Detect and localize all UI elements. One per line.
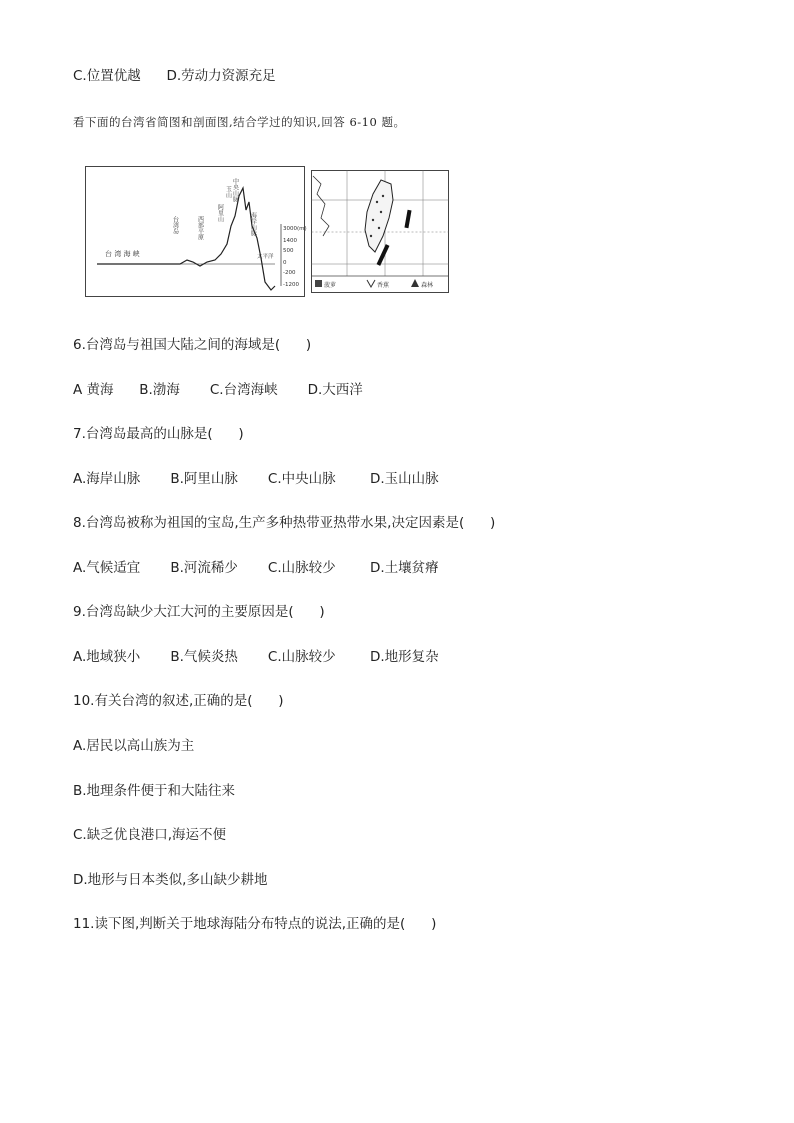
question-6: 6.台湾岛与祖国大陆之间的海域是( ) — [73, 337, 312, 353]
question-10: 10.有关台湾的叙述,正确的是( ) — [73, 693, 284, 709]
question-10-option-d: D.地形与日本类似,多山缺少耕地 — [73, 872, 268, 888]
intro-text: 看下面的台湾省简图和剖面图,结合学过的知识,回答 6-10 题。 — [73, 115, 406, 129]
profile-scale-3: 500 — [283, 248, 294, 254]
question-11: 11.读下图,判断关于地球海陆分布特点的说法,正确的是( ) — [73, 916, 437, 932]
profile-peak-label-4: 西部平原 — [196, 216, 204, 240]
question-7-options: A.海岸山脉 B.阿里山脉 C.中央山脉 D.玉山山脉 — [73, 471, 439, 487]
map-legend-label-3: 森林 — [421, 282, 434, 289]
profile-scale-6: -1200 — [283, 282, 299, 288]
profile-ocean-label: 太平洋 — [257, 254, 274, 260]
text-line-option-c-d: C.位置优越 D.劳动力资源充足 — [73, 68, 276, 84]
question-8-options: A.气候适宜 B.河流稀少 C.山脉较少 D.土壤贫瘠 — [73, 560, 439, 576]
question-10-option-c: C.缺乏优良港口,海运不便 — [73, 827, 227, 843]
profile-peak-label-2: 玉山 — [224, 186, 232, 198]
profile-scale-1: 3000(m) — [283, 226, 307, 232]
taiwan-profile-and-map-figure — [85, 166, 453, 298]
profile-peak-label-6: 海岸山脉 — [249, 212, 257, 236]
question-9-options: A.地域狭小 B.气候炎热 C.山脉较少 D.地形复杂 — [73, 649, 439, 665]
question-8: 8.台湾岛被称为祖国的宝岛,生产多种热带亚热带水果,决定因素是( ) — [73, 515, 496, 531]
profile-peak-label-1: 中央山脉 — [231, 178, 239, 202]
profile-panel-frame — [86, 167, 305, 297]
profile-scale-2: 1400 — [283, 238, 297, 244]
profile-strait-label: 台 湾 海 峡 — [105, 250, 140, 258]
profile-peak-label-3: 阿里山 — [216, 204, 224, 222]
map-legend-label-1: 菠萝 — [324, 282, 337, 289]
profile-peak-label-5: 台湾岛 — [171, 216, 179, 234]
profile-scale-4: 0 — [283, 260, 287, 266]
question-10-option-a: A.居民以高山族为主 — [73, 738, 195, 754]
question-7: 7.台湾岛最高的山脉是( ) — [73, 426, 244, 442]
question-10-option-b: B.地理条件便于和大陆往来 — [73, 783, 236, 799]
question-6-options: A 黄海 B.渤海 C.台湾海峡 D.大西洋 — [73, 382, 363, 398]
profile-scale-5: -200 — [283, 270, 296, 276]
question-9: 9.台湾岛缺少大江大河的主要原因是( ) — [73, 604, 325, 620]
map-legend-label-2: 香蕉 — [377, 282, 390, 289]
pineapple-legend-icon — [315, 280, 322, 287]
